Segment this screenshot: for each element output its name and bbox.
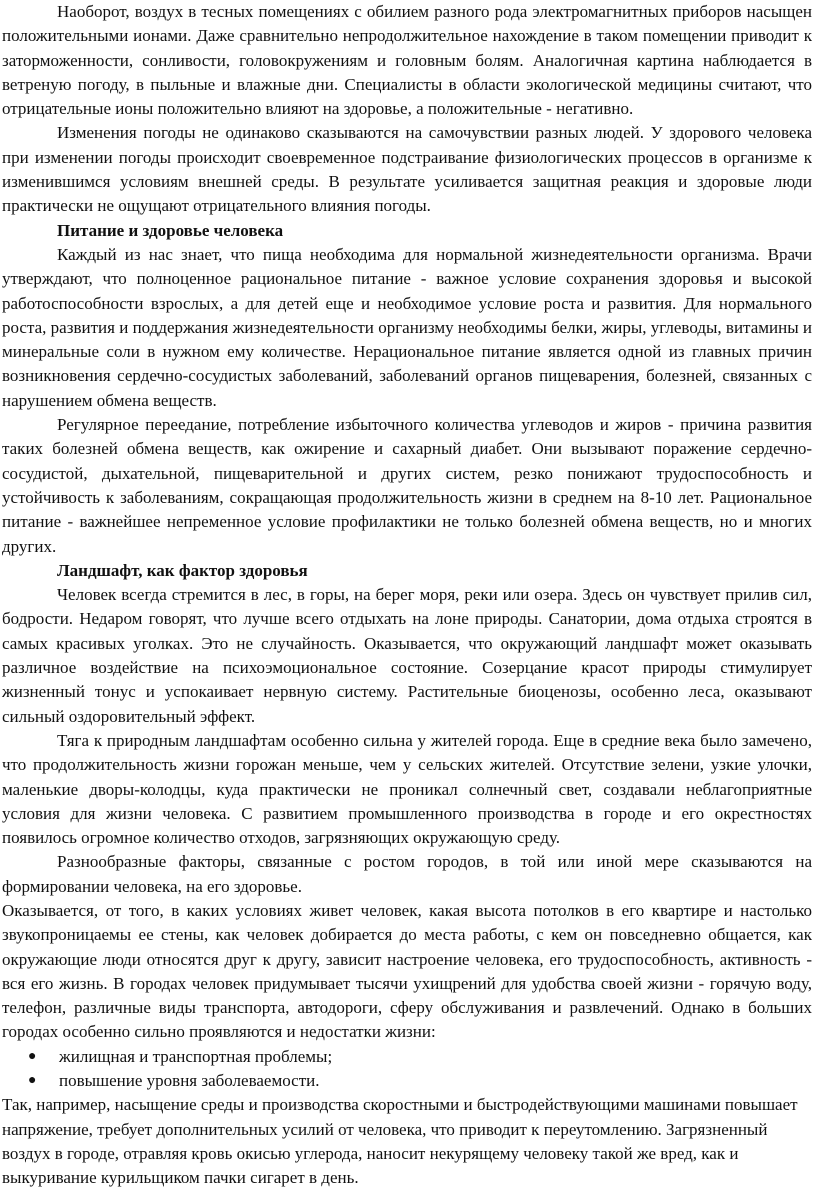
paragraph-weather: Изменения погоды не одинаково сказываются на самочувствии разных людей. У здорового человека при изменении погоды происходит своевременное подстраивание физиологических процессов в организме к изменившимся условиям внешней среды. В результате усиливается защитная реакция и здоровые люди практически не ощущают отрицательного влияния погоды. xyxy=(2,123,812,216)
paragraph-nature: Человек всегда стремится в лес, в горы, на берег моря, реки или озера. Здесь он чувствует прилив сил, бодрости. Недаром говорят, что лучше всего отдыхать на лоне природы. Санатории, дома отдыха строятся в самых красивых уголках. Это не случайность. Оказывается, что окружающий ландшафт может оказывать различное воздействие на психоэмоциональное состояние. Созерцание красот природы стимулирует жизненный тонус и успокаивает нервную систему. Растительные биоценозы, особенно леса, оказывают сильный оздоровительный эффект. xyxy=(2,585,812,726)
list-item-text: жилищная и транспортная проблемы; xyxy=(59,1046,333,1066)
paragraph-stress: Так, например, насыщение среды и производства скоростными и быстродействующими машинами повышает напряжение, требует дополнительных усилий от человека, что приводит к переутомлению. Загрязненный воздух в городе, отравляя кровь окисью углерода, наносит некурящему человеку такой же вред, как и выкуривание курильщиком пачки сигарет в день. xyxy=(2,1095,798,1188)
drawbacks-list xyxy=(2,1045,812,1094)
paragraph-overeating: Регулярное переедание, потребление избыточного количества углеводов и жиров - причина развития таких болезней обмена веществ, как ожирение и сахарный диабет. Они вызывают поражение сердечно-сосудистой, дыхательной, пищеварительной и других систем, резко понижают трудоспособность и устойчивость к заболеваниям, сокращающая продолжительность жизни в среднем на 8-10 лет. Рациональное питание - важнейшее непременное условие профилактики не только болезней обмена веществ, но и многих других. xyxy=(2,415,812,556)
paragraph-nutrition: Каждый из нас знает, что пища необходима для нормальной жизнедеятельности организма. Врачи утверждают, что полноценное рациональное питание - важное условие сохранения здоровья и высокой работоспособности взрослых, а для детей еще и необходимое условие роста и развития. Для нормального роста, развития и поддержания жизнедеятельности организму необходимы белки, жиры, углеводы, витамины и минеральные соли в нужном ему количестве. Нерациональное питание является одной из главных причин возникновения сердечно-сосудистых заболеваний, заболеваний органов пищеварения, болезней, связанных с нарушением обмена веществ. xyxy=(2,244,812,410)
bullet-icon: ● xyxy=(28,1073,37,1089)
paragraph-ions: Наоборот, воздух в тесных помещениях с обилием разного рода электромагнитных приборов насыщен положительными ионами. Даже сравнительно непродолжительное нахождение в таком помещении приводит к заторможенности, сонливости, головокружениям и головным болям. Аналогичная картина наблюдается в ветреную погоду, в пыльные и влажные дни. Специалисты в области экологической медицины считают, что отрицательные ионы положительно влияют на здоровье, а положительные - негативно. xyxy=(2,2,812,119)
list-item xyxy=(2,1045,812,1069)
bullet-icon: ● xyxy=(28,1048,37,1064)
list-item-text: повышение уровня заболеваемости. xyxy=(59,1071,320,1091)
heading-nutrition: Питание и здоровье человека xyxy=(57,220,284,240)
paragraph-city-dwellers: Тяга к природным ландшафтам особенно сильна у жителей города. Еще в средние века было замечено, что продолжительность жизни горожан меньше, чем у сельских жителей. Отсутствие зелени, узкие улочки, маленькие дворы-колодцы, куда практически не проникал солнечный свет, создавали неблагоприятные условия для жизни человека. С развитием промышленного производства в городе и его окрестностях появилось огромное количество отходов, загрязняющих окружающую среду. xyxy=(2,730,812,848)
heading-landscape: Ландшафт, как фактор здоровья xyxy=(57,560,308,580)
paragraph-city-factors: Разнообразные факторы, связанные с ростом городов, в той или иной мере сказываются на формировании человека, на его здоровье. xyxy=(2,852,812,896)
paragraph-living-conditions: Оказывается, от того, в каких условиях живет человек, какая высота потолков в его квартире и настолько звукопроницаемы ее стены, как человек добирается до места работы, с кем он повседневно общается, как окружающие люди относятся друг к другу, зависит настроение человека, его трудоспособность, активность - вся его жизнь. В городах человек придумывает тысячи ухищрений для удобства своей жизни - горячую воду, телефон, различные виды транспорта, автодороги, сферу обслуживания и развлечений. Однако в больших городах особенно сильно проявляются и недостатки жизни: xyxy=(2,900,812,1042)
list-item xyxy=(2,1069,812,1093)
